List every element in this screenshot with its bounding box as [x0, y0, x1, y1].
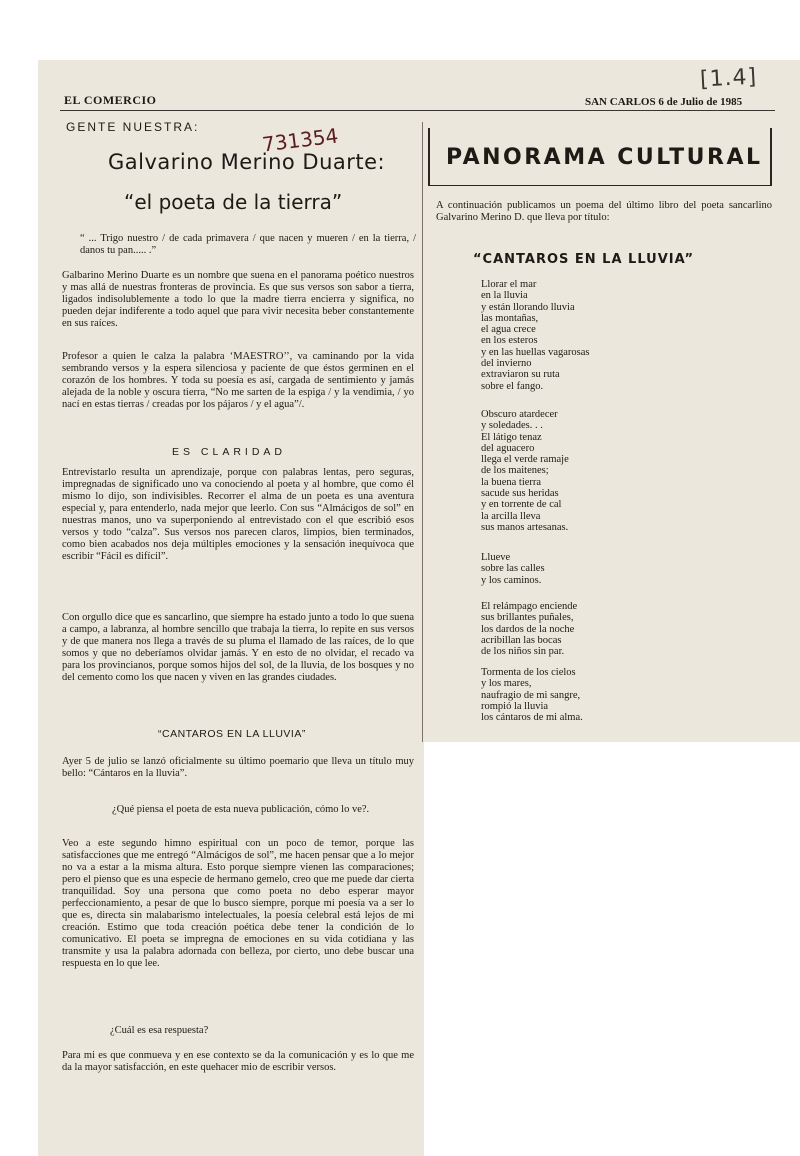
poem-line: extraviaron su ruta [481, 369, 560, 381]
interview-question: ¿Qué piensa el poeta de esta nueva publicación, cómo lo ve?. [112, 804, 370, 815]
poem-line: Obscuro atardecer [481, 409, 558, 420]
poem-line: de los maitenes; [481, 465, 549, 477]
crosshead: “CANTAROS EN LA LLUVIA” [158, 728, 306, 740]
poem-line: y los mares, [481, 678, 532, 690]
article-paragraph: Ayer 5 de julio se lanzó oficialmente su último poemario que lleva un título muy bello: “Cántaros en la lluvia”. [62, 756, 414, 779]
poem-line: Tormenta de los cielos [481, 667, 576, 678]
poem-line: en los esteros [481, 335, 538, 347]
masthead-rule [60, 110, 775, 111]
poem-intro: A continuación publicamos un poema del último libro del poeta sancarlino Galvarino Merino D. que lleva por título: [436, 200, 772, 223]
crosshead: ES CLARIDAD [172, 446, 287, 458]
handwritten-reference: [1.4] [699, 64, 758, 93]
article-paragraph: Entrevistarlo resulta un aprendizaje, porque con palabras lentas, pero seguras, impregnadas de significado uno va conociendo al poeta y al hombre, que como él mismo lo dijo, son indivisibles. Recorrer el alma de un poeta es una aventura especial y, para entenderlo, nada mejor que leerlo. Con sus “Almácigos de sol” en nuestras manos, uno va superponiendo al entrevistado con el que escribió esos versos y todo “calza”. Sus versos nos parecen claros, limpios, bien terminados, como bien acabados nos deja múltiples emociones y la sensación inequívoca que escribir “Fácil es difícil”. [62, 467, 414, 562]
poem-line: rompió la lluvia [481, 700, 549, 712]
article-subheadline: “el poeta de la tierra” [124, 190, 343, 214]
newspaper-name: EL COMERCIO [64, 93, 157, 107]
poem-title: “CANTAROS EN LA LLUVIA” [473, 252, 695, 267]
poem-line: del aguacero [481, 442, 535, 454]
article-paragraph: Veo a este segundo himno espiritual con un poco de temor, porque las satisfacciones que me entregó “Almácigos de sol”, me hacen pensar que a lo mejor no va a estar a la misma altura. Esto porque siempre vienen las comparaciones; pero el pienso que es una especie de hermano gemelo, creo que me puede dar cierta tranquilidad. Soy una persona que como poeta no debo esperar mayor perfeccionamiento, a pesar de que lo busco siempre, porque mi poesía va a ser lo que es, directa sin malabarismo intelectuales, la poesía celebral está lejos de mi creación. Estimo que toda creación poética debe tener la condición de lo comunicativo. El poeta se impregna de emociones en su vida cotidiana y las transmite y usa la palabra adornada con belleza, por cierto, uno debe buscar una respuesta en lo que lee. [62, 838, 414, 969]
poem-stanza [481, 279, 589, 392]
poem-stanza [481, 601, 577, 657]
poem-line: Llueve [481, 552, 511, 563]
article-paragraph: Galbarino Merino Duarte es un nombre que suena en el panorama poético nuestros y mas allá de nuestras fronteras de provincia. Es que sus versos son sabor a tierra, ligados indisolublemente a todo lo que la madre tierra encierra y significa, no pueden dejar indiferente a todo aquel que para vivir necesita beber constantemente en sus raíces. [62, 270, 414, 329]
poem-line: y en torrente de cal [481, 499, 562, 511]
poem-line: los cántaros de mi alma. [481, 712, 583, 724]
poem-line: El relámpago enciende [481, 601, 578, 612]
dateline: SAN CARLOS 6 de Julio de 1985 [585, 96, 743, 108]
poem-line: sacude sus heridas [481, 488, 559, 500]
poem-line: acribillan las bocas [481, 634, 562, 646]
poem-line: sobre las calles [481, 563, 545, 575]
interview-question: ¿Cuál es esa respuesta? [110, 1025, 209, 1036]
poem-line: El látigo tenaz [481, 431, 542, 443]
poem-line: y los caminos. [481, 574, 542, 586]
poem-line: en la lluvia [481, 290, 528, 302]
section-title: PANORAMA CULTURAL [446, 145, 763, 170]
article-paragraph: Con orgullo dice que es sancarlino, que siempre ha estado junto a todo lo que suena a campo, a labranza, al hombre sencillo que trabaja la tierra, lo repite en sus versos y de que manera nos llega a través de su pluma el llamado de las raíces, de lo que somos y que no deberíamos olvidar jamás. Y en esto de no olvidar, el recado va para los provincianos, porque somos hijos del sol, de la lluvia, de los bosques y no del cemento como los que nacen y viven en las grandes ciudades. [62, 612, 414, 683]
poem-stanza [481, 552, 545, 586]
poem-line: del invierno [481, 358, 532, 370]
poem-line: sus manos artesanas. [481, 521, 569, 533]
poem-line: llega el verde ramaje [481, 454, 569, 466]
section-label: GENTE NUESTRA: [66, 120, 200, 134]
article-paragraph: Profesor a quien le calza la palabra ‘MAESTRO’’, va caminando por la vida sembrando versos y la espera silenciosa y paciente de que éstos germinen en el corazón de los hombres. Y toda su poesía es así, cargada de sentimiento y jamás alejada de la noble y oscura tierra, “No me sarten de la espiga / y la vendimia, / yo nací en estas tierras / creadas por los pájaros / y el agua”/. [62, 351, 414, 410]
poem-line: sobre el fango. [481, 380, 544, 392]
article-paragraph: Para mi es que conmueva y en ese contexto se da la comunicación y es lo que me da la mayor satisfacción, en este quehacer mio de escribir versos. [62, 1050, 414, 1073]
article-headline: Galvarino Merino Duarte: [108, 150, 386, 174]
poem-line: y soledades. . . [481, 420, 543, 432]
poem-line: la buena tierra [481, 476, 542, 488]
poem-line: el agua crece [481, 324, 536, 336]
poem-line: y están llorando lluvia [481, 301, 575, 313]
poem-stanza [481, 409, 569, 533]
poem-line: Llorar el mar [481, 279, 537, 290]
poem-line: naufragio de mi sangre, [481, 689, 581, 701]
poem-line: la arcilla lleva [481, 510, 541, 522]
poem-line: los dardos de la noche [481, 623, 575, 635]
column-divider [422, 122, 423, 742]
epigraph: “ ... Trigo nuestro / de cada primavera / que nacen y mueren / en la tierra, / danos tu pan..... .” [80, 233, 416, 256]
handwritten-archive-number: 731354 [260, 123, 340, 157]
poem-line: y en las huellas vagarosas [481, 346, 590, 358]
poem-line: de los niños sin par. [481, 646, 565, 658]
poem-stanza [481, 667, 583, 723]
poem-line: sus brillantes puñales, [481, 612, 574, 624]
blank-area [424, 742, 800, 1156]
poem-line: las montañas, [481, 312, 539, 324]
